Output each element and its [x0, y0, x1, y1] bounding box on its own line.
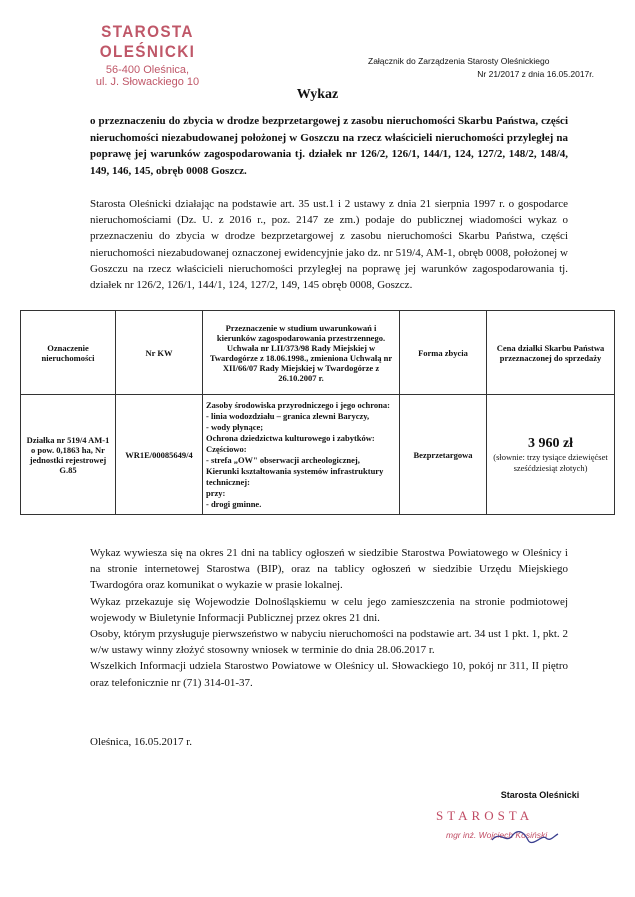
cell-forma: Bezprzetargowa [400, 395, 487, 515]
header-nr-kw: Nr KW [116, 311, 203, 395]
attachment-note [368, 55, 608, 81]
header-oznaczenie: Oznaczenie nieruchomości [21, 311, 116, 395]
stamp-line-3: ul. J. Słowackiego 10 [95, 76, 200, 88]
signature-block [436, 790, 620, 840]
price-value: 3 960 zł [527, 435, 574, 451]
stamp-line-2: 56-400 Oleśnica, [105, 64, 190, 76]
handwritten-signature [490, 828, 560, 846]
zasoby-line: Zasoby środowiska przyrodniczego i jego ochrona: [206, 399, 390, 410]
zasoby-line: - linia wodozdziału – granica zlewni Baryczy, [206, 410, 370, 421]
document-heading: o przeznaczeniu do zbycia w drodze bezprzetargowej z zasobu nieruchomości Skarbu Państwa, części nieruchomości niezabudowanej położonej w Goszczu na rzecz właścicieli nieruchomości przyległej na poprawę jej warunków zagospodarowania tj. działek nr 126/2, 126/1, 144/1, 124, 127/2, 148/2, 148/4, 149, 146, 145, obręb 0008 Goszcz. [90, 115, 568, 177]
header-forma: Forma zbycia [400, 311, 487, 395]
cell-oznaczenie: Działka nr 519/4 AM-1 o pow. 0,1863 ha, Nr jednostki rejestrowej G.85 [21, 395, 116, 515]
signature-stamp: STAROSTA [436, 808, 534, 823]
notice-section [90, 545, 568, 691]
zasoby-line: - drogi gminne. [206, 498, 262, 509]
place-date: Oleśnica, 16.05.2017 r. [90, 736, 193, 748]
zasoby-line: przy: [206, 487, 226, 498]
intro-paragraph: Starosta Oleśnicki działając na podstawie art. 35 ust.1 i 2 ustawy z dnia 21 sierpnia 1997 r. o gospodarce nieruchomościami (Dz. U. z 2016 r., poz. 2147 ze zm.) podaje do publicznej wiadomości wykaz o przeznaczeniu do zbycia w drodze bezprzetargowej z zasobu nieruchomości Skarbu Państwa, części nieruchomości niezabudowanej oznaczonej ewidencyjnie jako dz. nr 519/4, AM-1, obręb 0008, położonej w Goszczu na rzecz właścicieli nieruchomości przyległej na poprawę jej warunków zagospodarowania tj. działek nr 126/2, 126/1, 144/1, 124, 127/2, 149, 145 obręb 0008, Goszcz. [90, 198, 568, 292]
cell-cena [487, 395, 615, 515]
notice-paragraph: Wykaz przekazuje się Wojewodzie Dolnośląskiemu w celu jego zamieszczenia na stronie podmiotowej wojewody w Biuletynie Informacji Publicznej przez okres 21 dni. [90, 595, 568, 624]
cell-przeznaczenie [203, 395, 400, 515]
zasoby-line: Częściowo: [206, 443, 247, 454]
table-row [21, 395, 615, 515]
signatory-role: Starosta Oleśnicki [500, 790, 580, 800]
office-stamp [60, 22, 235, 88]
zasoby-line: Kierunki kształtowania systemów infrastruktury technicznej: [206, 465, 384, 487]
price-words: (słownie: trzy tysiące dziewięćset sześćdziesiąt złotych) [493, 451, 608, 473]
zasoby-line: Ochrona dziedzictwa kulturowego i zabytków: [206, 432, 375, 443]
notice-paragraph: Osoby, którym przysługuje pierwszeństwo w nabyciu nieruchomości na podstawie art. 34 ust 1 pkt. 1, pkt. 2 w/w ustawy winny złożyć stosowny wniosek w terminie do dnia 28.06.2017 r. [90, 628, 568, 657]
zasoby-line: - wody płynące; [206, 421, 264, 432]
stamp-line-1: STAROSTA OLEŚNICKI [99, 22, 196, 61]
document-title: Wykaz [296, 87, 339, 102]
attachment-line-2: Nr 21/2017 z dnia 16.05.2017r. [477, 69, 594, 79]
header-cena: Cena działki Skarbu Państwa przeznaczonej do sprzedaży [487, 311, 615, 395]
signatory-name: mgr inż. Wojciech Kosiński [446, 830, 548, 840]
property-table [20, 310, 615, 515]
cell-nr-kw: WR1E/00085649/4 [116, 395, 203, 515]
table-header-row [21, 311, 615, 395]
notice-paragraph: Wszelkich Informacji udziela Starostwo Powiatowe w Oleśnicy ul. Słowackiego 10, pokój nr 311, II piętro oraz telefonicznie nr (71) 314-01-37. [90, 660, 568, 689]
zasoby-line: - strefa „OW" obserwacji archeologicznej, [206, 454, 360, 465]
header-przeznaczenie: Przeznaczenie w studium uwarunkowań i kierunków zagospodarowania przestrzennego. Uchwała nr LII/373/98 Rady Miejskiej w Twardogórze z 18.06.1998., zmieniona Uchwałą nr XII/66/07 Rady Miejskiej w Twardogórze z 26.10.2007 r. [203, 311, 400, 395]
attachment-line-1: Załącznik do Zarządzenia Starosty Oleśnickiego [368, 56, 550, 66]
notice-paragraph: Wykaz wywiesza się na okres 21 dni na tablicy ogłoszeń w siedzibie Starostwa Powiatowego w Oleśnicy i na stronie internetowej Starostwa (BIP), oraz na tablicy ogłoszeń w siedzibie Urzędu Miejskiego Twardogóra oraz komunikat o wykazie w prasie lokalnej. [90, 547, 568, 592]
